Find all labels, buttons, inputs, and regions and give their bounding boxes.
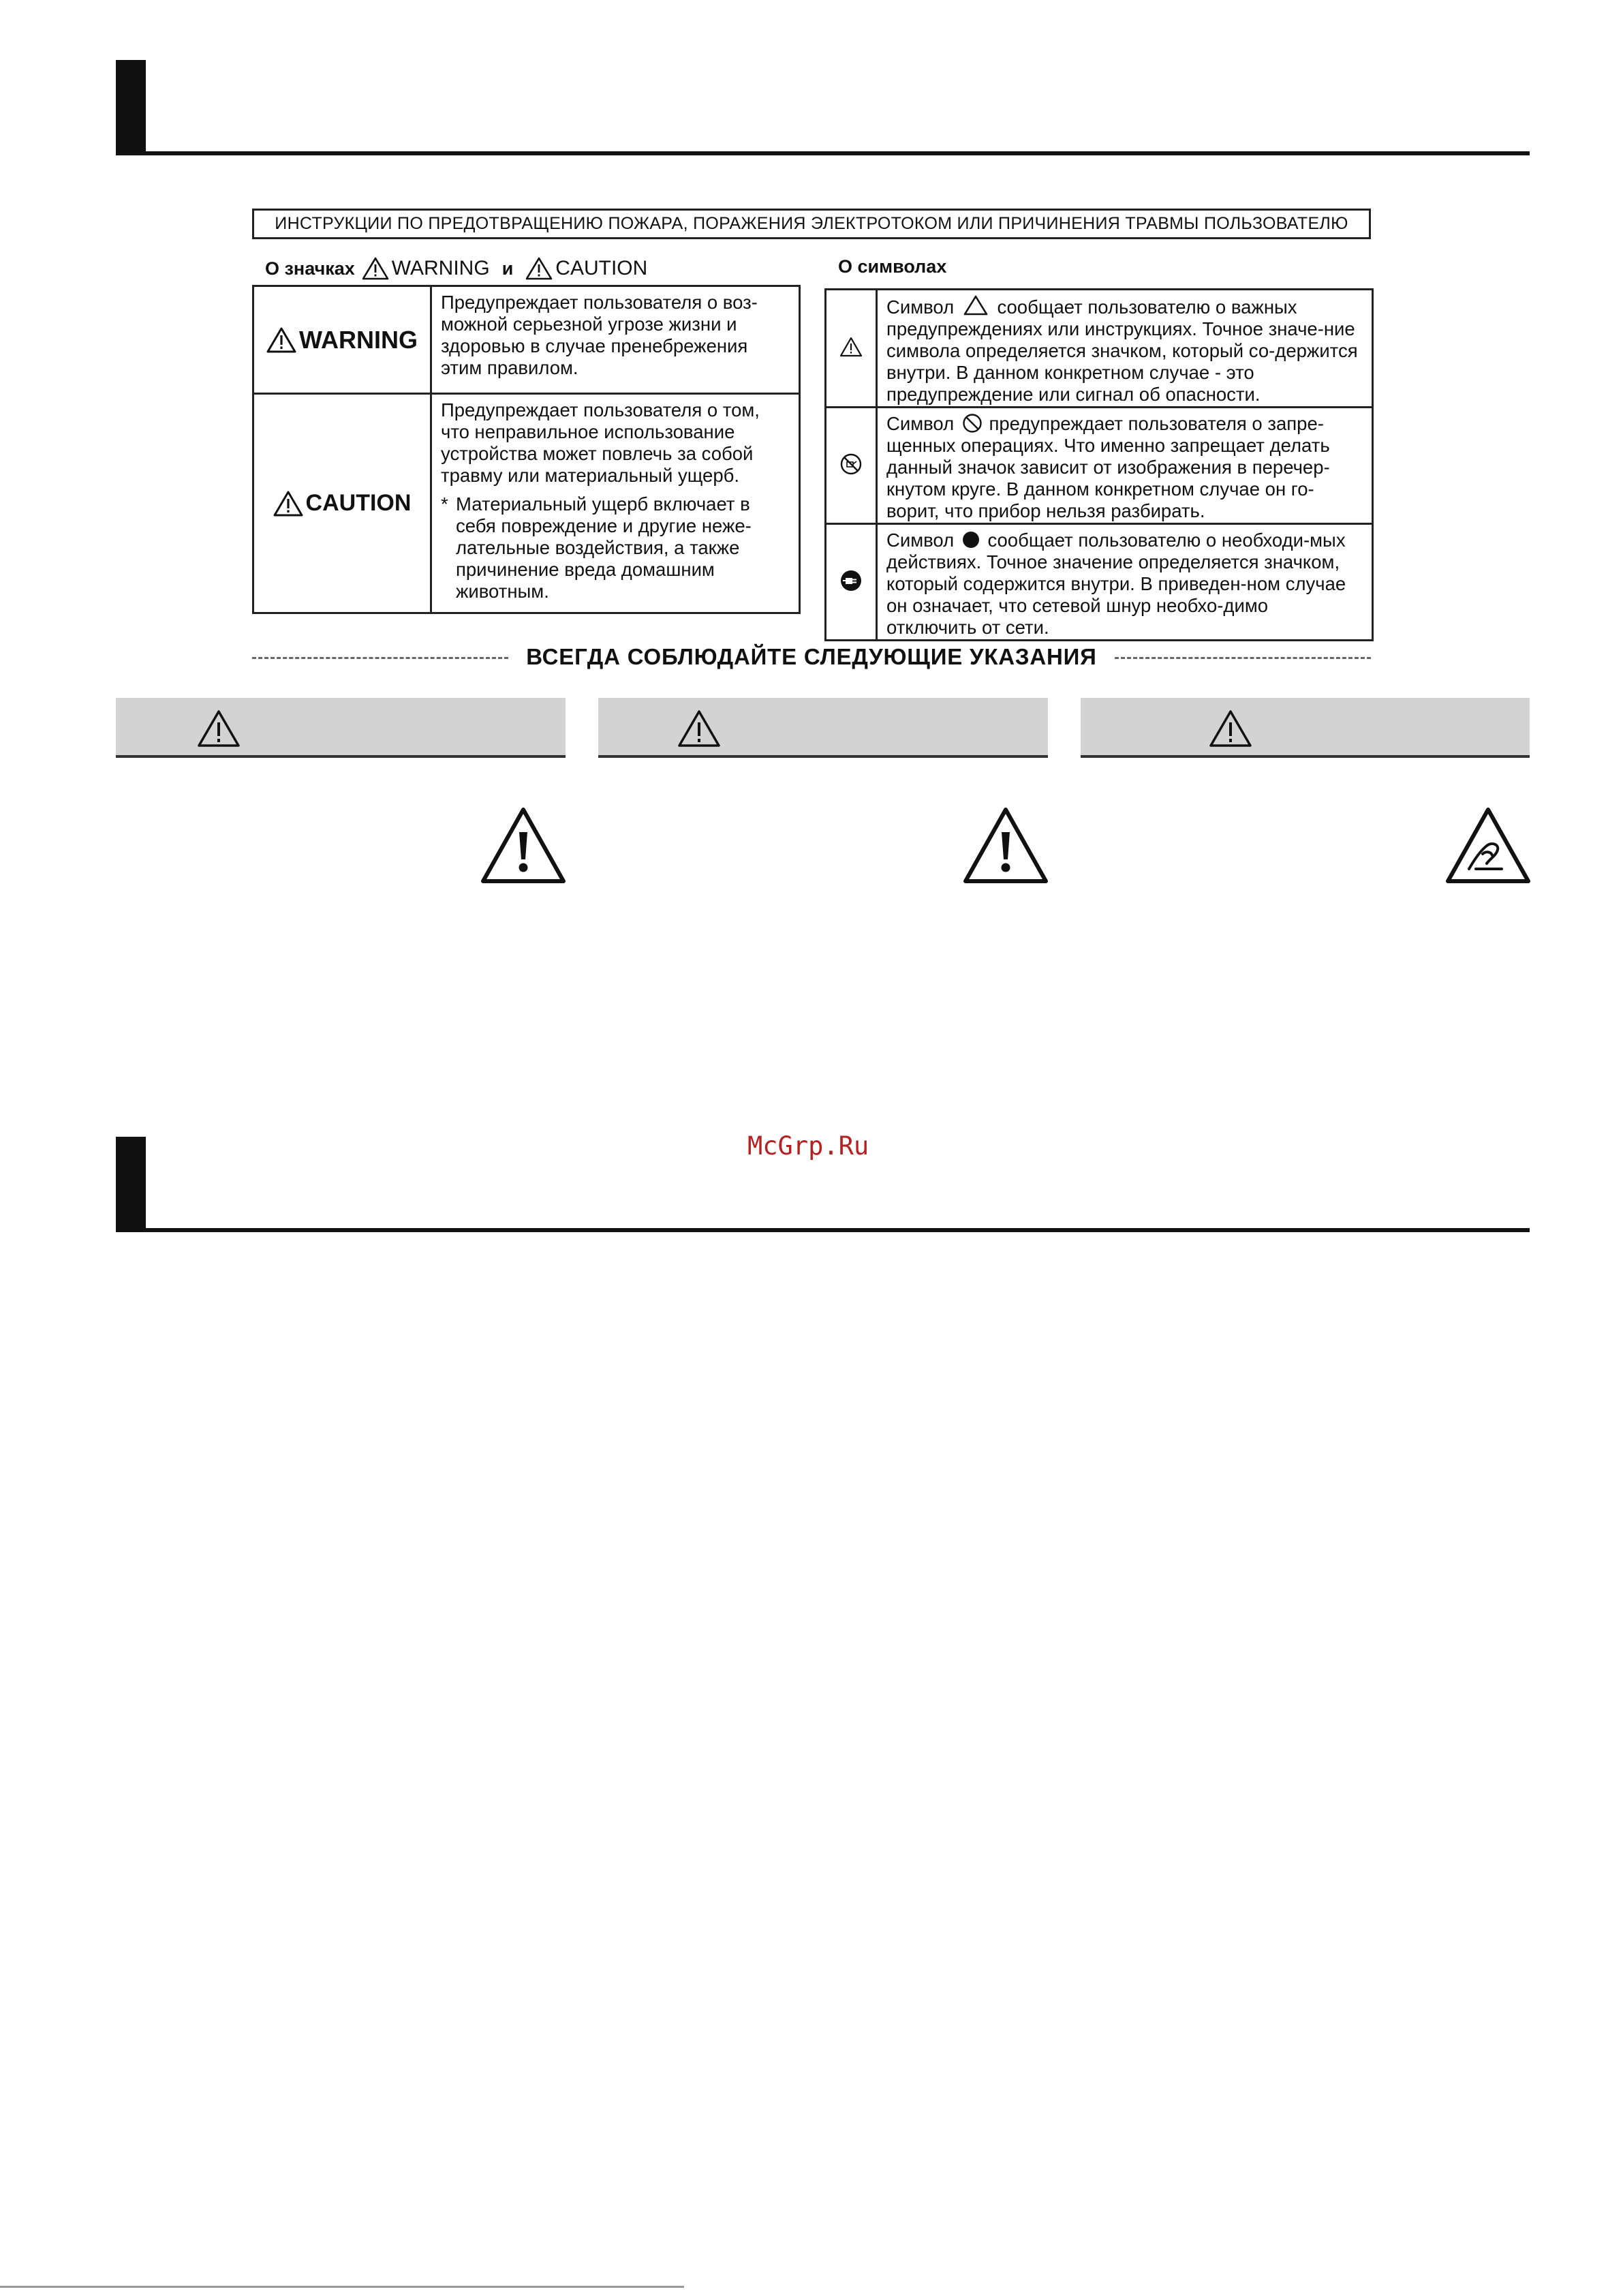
- caution-exclamation-icon: [962, 806, 1049, 885]
- warning-desc-cell: [431, 286, 800, 394]
- no-disassembly-icon: [839, 453, 863, 476]
- caution-exclamation-icon: [480, 806, 567, 885]
- dashed-rule-right: [1115, 657, 1371, 659]
- warning-triangle-icon: [266, 326, 296, 354]
- warning-triangle-icon: [196, 709, 241, 748]
- heading-caution-label: CAUTION: [555, 257, 648, 279]
- heading-caution: [525, 256, 647, 281]
- caution-description: Предупреждает пользователя о том, что неправильное использование устройства может повлечь за собой травму или материальный ущерб.: [441, 399, 760, 486]
- unplug-icon: [839, 569, 863, 592]
- symbols-table: [824, 288, 1374, 641]
- symbol-cell-1: [826, 290, 877, 408]
- dashed-rule-left: [252, 657, 508, 659]
- symbol-cell-3: [826, 524, 877, 641]
- prohibition-circle-icon: [962, 413, 983, 433]
- caution-sign-cell: [253, 394, 431, 613]
- heading-warning-label: WARNING: [391, 257, 490, 279]
- symbols-heading: О символах: [838, 256, 947, 277]
- symbol-desc-3: [877, 524, 1373, 641]
- signs-heading-prefix: О значках: [265, 258, 355, 279]
- signs-heading: [265, 256, 647, 281]
- warning-label: WARNING: [299, 325, 418, 354]
- symbol-desc-2: [877, 408, 1373, 524]
- symbol-desc-2-pre: Символ: [886, 413, 955, 434]
- caution-label: CAUTION: [305, 490, 412, 516]
- column-2-header: [598, 698, 1048, 758]
- always-observe-heading: ВСЕГДА СОБЛЮДАЙТЕ СЛЕДУЮЩИЕ УКАЗАНИЯ: [526, 644, 1097, 669]
- caution-note: [441, 493, 790, 602]
- section-marker: [116, 60, 146, 155]
- symbol-desc-1-pre: Символ: [886, 296, 955, 318]
- note-marker: *: [441, 493, 448, 515]
- symbol-cell-2: [826, 408, 877, 524]
- column-1-header: [116, 698, 566, 758]
- warning-sign-cell: [253, 286, 431, 394]
- hand-caution-icon: [1444, 806, 1532, 885]
- column-3-header: [1081, 698, 1530, 758]
- caution-desc-cell: [431, 394, 800, 613]
- triangle-outline-icon: [963, 295, 988, 316]
- footer-rule: [0, 2286, 684, 2288]
- watermark: McGrp.Ru: [747, 1131, 869, 1161]
- symbol-desc-3-pre: Символ: [886, 530, 955, 551]
- symbol-desc-1: [877, 290, 1373, 408]
- warning-triangle-icon: [1208, 709, 1253, 748]
- heading-warning: [362, 256, 490, 281]
- warning-triangle-icon: [525, 256, 553, 281]
- warning-triangle-icon: [839, 337, 863, 357]
- section-marker-2: [116, 1137, 146, 1232]
- safety-banner: ИНСТРУКЦИИ ПО ПРЕДОТВРАЩЕНИЮ ПОЖАРА, ПОРАЖЕНИЯ ЭЛЕКТРОТОКОМ ИЛИ ПРИЧИНЕНИЯ ТРАВМЫ ПОЛЬЗОВАТЕЛЮ: [252, 209, 1371, 239]
- symbol-desc-1-post: сообщает пользователю о важных предупреждениях или инструкциях. Точное значе-ние символа определяется значком, который со-держится внутри. В данном конкретном случае - это предупреждение или сигнал об опасности.: [886, 296, 1358, 405]
- heading-and: и: [501, 258, 514, 279]
- warning-triangle-icon: [362, 256, 389, 281]
- caution-note-text: Материальный ущерб включает в себя повреждение и другие неже-лательные воздействия, а также причинение вреда домашним животным.: [456, 493, 752, 602]
- always-observe-line: [252, 641, 1371, 673]
- filled-circle-icon: [962, 531, 980, 549]
- section-rule-2: [116, 1228, 1530, 1232]
- section-rule: [116, 151, 1530, 155]
- caution-description-wrap: [433, 395, 798, 602]
- signs-table: [252, 285, 801, 614]
- warning-description: Предупреждает пользователя о воз-можной серьезной угрозе жизни и здоровью в случае пренебрежения этим правилом.: [441, 292, 758, 378]
- symbol-desc-3-post: сообщает пользователю о необходи-мых действиях. Точное значение определяется значком, который содержится внутри. В приведен-ном случае он означает, что сетевой шнур необхо-димо отключить от сети.: [886, 530, 1346, 638]
- warning-triangle-icon: [677, 709, 722, 748]
- symbol-desc-2-post: предупреждает пользователя о запре-щенных операциях. Что именно запрещает делать данный значок зависит от изображения в перечер-кнутом круге. В данном конкретном случае он го-ворит, что прибор нельзя разбирать.: [886, 413, 1330, 521]
- warning-triangle-icon: [273, 490, 303, 517]
